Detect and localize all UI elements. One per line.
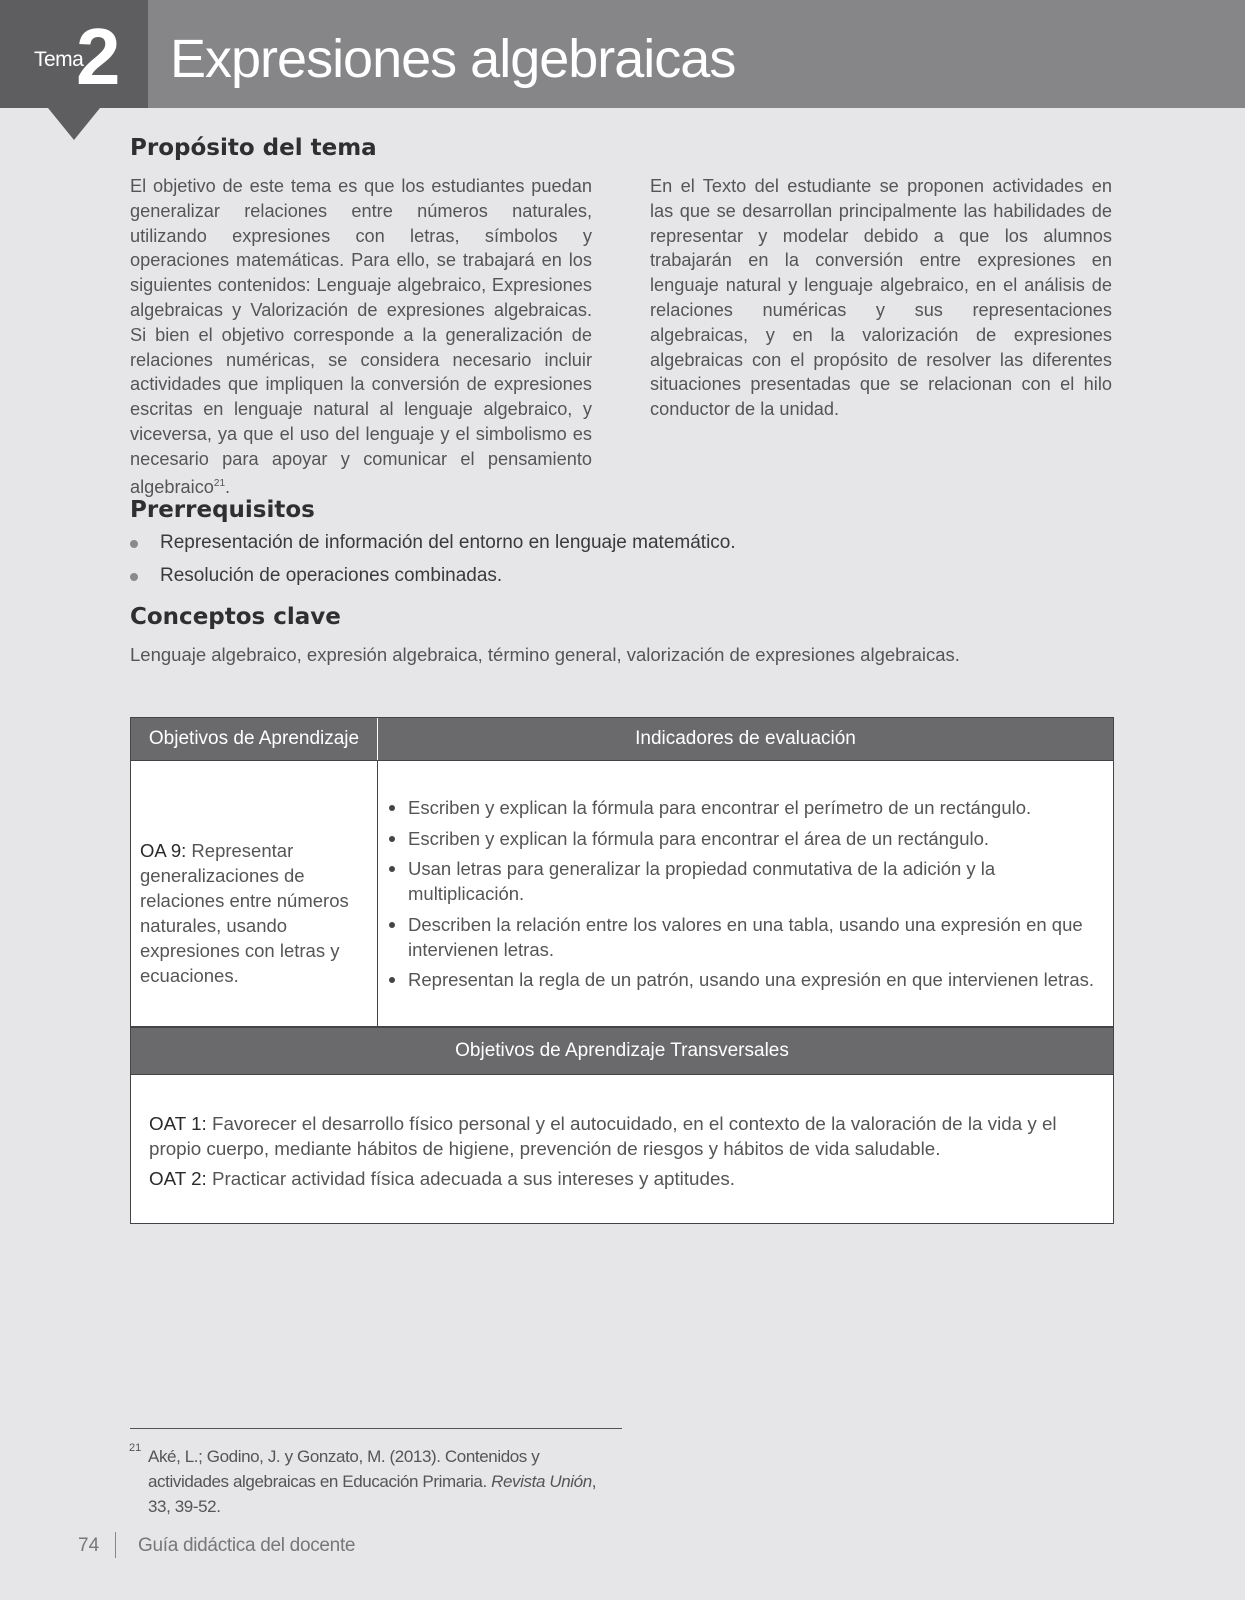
footnote-journal: Revista Unión — [491, 1472, 592, 1491]
conceptos-text: Lenguaje algebraico, expresión algebraica, término general, valorización de expresiones algebraicas. — [130, 644, 960, 665]
oa-label: OA 9: — [140, 840, 187, 861]
indicator-text: Representan la regla de un patrón, usando una expresión en que intervienen letras. — [408, 969, 1094, 990]
footnote-pages: , 33, 39-52. — [148, 1472, 597, 1516]
oa-description: Representar generalizaciones de relaciones entre números naturales, usando expresiones con letras y ecuaciones. — [140, 840, 349, 986]
page-number: 74 — [78, 1535, 100, 1556]
footnote-citation: Aké, L.; Godino, J. y Gonzato, M. (2013). Contenidos y actividades algebraicas en Educación Primaria. — [148, 1447, 540, 1491]
oat1-label: OAT 1: — [149, 1113, 207, 1134]
tema-box — [0, 0, 148, 108]
prerrequisitos-list — [130, 526, 736, 592]
objectives-table — [130, 717, 1114, 1224]
list-item-text: Resolución de operaciones combinadas. — [160, 565, 503, 586]
tema-number: 2 — [76, 12, 121, 101]
indicator-text: Describen la relación entre los valores en una tabla, usando una expresión en que intervienen letras. — [408, 913, 1083, 960]
oa-cell — [131, 761, 378, 1026]
indicators-list — [389, 795, 1099, 998]
indicator-item — [389, 826, 1099, 851]
oat-body-row — [130, 1075, 1114, 1224]
proposito-column-1 — [130, 174, 592, 499]
page-title: Expresiones algebraicas — [170, 29, 736, 89]
bullet-icon — [389, 866, 395, 872]
footnote-number: 21 — [129, 1442, 142, 1454]
proposito-column-2: En el Texto del estudiante se proponen actividades en las que se desarrollan principalmente las habilidades de representar y modelar debido a que los alumnos trabajarán en la conversión entre expresiones en lenguaje natural y lenguaje algebraico, en el análisis de relaciones numéricas y sus representaciones algebraicas, y en la valorización de expresiones algebraicas con el propósito de resolver las diferentes situaciones presentadas que se relacionan con el hilo conductor de la unidad. — [650, 176, 1112, 420]
oat1-description: Favorecer el desarrollo físico personal y el autocuidado, en el contexto de la valoración de la vida y el propio cuerpo, mediante hábitos de higiene, prevención de riesgos y hábitos de vida saludable. — [149, 1113, 1057, 1159]
proposito-column-1-text: El objetivo de este tema es que los estudiantes puedan generalizar relaciones entre números naturales, utilizando expresiones con letras, símbolos y operaciones matemáticas. Para ello, se trabajará en los siguientes contenidos: Lenguaje algebraico, Expresiones algebraicas y Valorización de expresiones algebraicas. Si bien el objetivo corresponde a la generalización de relaciones numéricas, se considera necesario incluir actividades que impliquen la conversión de expresiones escritas en lenguaje natural al lenguaje algebraico, y viceversa, ya que el uso del lenguaje y el simbolismo es necesario para apoyar y comunicar el pensamiento algebraico — [130, 176, 592, 497]
footnote-rule — [130, 1428, 622, 1429]
proposito-heading: Propósito del tema — [130, 135, 377, 161]
indicator-item — [389, 912, 1099, 962]
bullet-icon — [389, 836, 395, 842]
list-item — [130, 526, 736, 559]
oat-header-row: Objetivos de Aprendizaje Transversales — [130, 1027, 1114, 1075]
footer-divider — [115, 1532, 116, 1558]
indicator-text: Escriben y explican la fórmula para encontrar el área de un rectángulo. — [408, 827, 990, 849]
footnote-reference: 21 — [213, 477, 226, 489]
conceptos-heading: Conceptos clave — [130, 604, 341, 630]
table-body-row — [130, 761, 1114, 1027]
oa-text — [140, 838, 365, 988]
indicator-item — [389, 967, 1099, 992]
oat2-description: Practicar actividad física adecuada a sus intereses y aptitudes. — [206, 1168, 736, 1189]
list-item — [130, 559, 736, 592]
header-indicadores: Indicadores de evaluación — [635, 728, 856, 749]
oat-text — [149, 1111, 1089, 1196]
footer-label: Guía didáctica del docente — [138, 1535, 356, 1556]
oat1-paragraph — [149, 1111, 1089, 1161]
oat2-label: OAT 2: — [149, 1168, 207, 1189]
indicator-item — [389, 856, 1099, 906]
tema-pointer-shape — [48, 108, 100, 140]
oat2-paragraph — [149, 1166, 1089, 1191]
list-item-text: Representación de información del entorno en lenguaje matemático. — [160, 532, 736, 553]
table-header-row — [130, 717, 1114, 761]
bullet-icon — [389, 805, 395, 811]
bullet-icon — [389, 977, 395, 983]
footnote-text — [148, 1444, 618, 1519]
proposito-column-1-end: . — [225, 476, 231, 497]
bullet-icon — [389, 922, 395, 928]
bullet-icon — [130, 540, 138, 548]
indicator-text: Usan letras para generalizar la propiedad conmutativa de la adición y la multiplicación. — [408, 858, 996, 904]
prerrequisitos-heading: Prerrequisitos — [130, 497, 315, 523]
indicator-text: Escriben y explican la fórmula para encontrar el perímetro de un rectángulo. — [408, 797, 1032, 818]
header-objetivos: Objetivos de Aprendizaje — [131, 718, 378, 760]
tema-label: Tema — [34, 48, 84, 71]
bullet-icon — [130, 573, 138, 581]
indicator-item — [389, 795, 1099, 820]
